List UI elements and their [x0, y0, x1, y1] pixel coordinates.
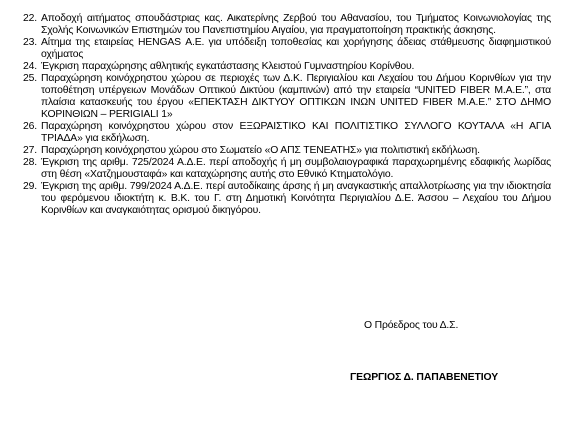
agenda-item-text: Παραχώρηση κοινόχρηστου χώρου σε περιοχές των Δ.Κ. Περιγιαλίου και Λεχαίου του Δήμου Κορινθίων για την τοποθέτηση υπέργειων Μονάδων Οπτικού Δικτύου (καμπινών) από την εταιρεία “UNITED FIBER M.A.E.”, στα πλαίσια κατασκευής του έργου «ΕΠΕΚΤΑΣΗ ΔΙΚΤΥΟΥ ΟΠΤΙΚΩΝ ΙΝΩΝ UNITED FIBER M.A.E.” ΣΤΟ ΔΗΜΟ ΚΟΡΙΝΘΙΩΝ – PERIGIALI 1»	[41, 73, 551, 120]
agenda-item-22	[23, 13, 551, 37]
agenda-item-text: Έγκριση της αριθμ. 725/2024 Α.Δ.Ε. περί αποδοχής ή μη συμβολαιογραφικά παραχωρημένης εδαφικής λωρίδας στη θέση «Χατζημουσταφά» και καταχώρησης αυτής στο Εθνικό Κτηματολόγιο.	[41, 157, 551, 180]
agenda-item-number: 27.	[23, 145, 37, 156]
agenda-item-text: Παραχώρηση κοινόχρηστου χώρου στο Σωματείο «Ο ΑΠΣ ΤΕΝΕΑΤΗΣ» για πολιτιστική εκδήλωση.	[41, 145, 480, 156]
agenda-list	[23, 13, 551, 217]
agenda-item-number: 24.	[23, 61, 37, 72]
agenda-item-number: 28.	[23, 157, 37, 168]
agenda-item-number: 29.	[23, 181, 37, 192]
agenda-item-text: Αποδοχή αιτήματος σπουδάστριας κας. Αικατερίνης Ζερβού του Αθανασίου, του Τμήματος Κοινωνιολογίας της Σχολής Κοινωνικών Επιστημών του Πανεπιστημίου Αιγαίου, για πραγματοποίηση πρακτικής άσκησης.	[41, 13, 551, 36]
agenda-item-26	[23, 121, 551, 145]
agenda-item-25	[23, 73, 551, 121]
agenda-item-27	[23, 145, 551, 157]
signatory-name: ΓΕΩΡΓΙΟΣ Δ. ΠΑΠΑΒΕΝΕΤΙΟΥ	[350, 372, 499, 383]
agenda-item-23	[23, 37, 551, 61]
agenda-item-text: Αίτημα της εταιρείας HENGAS Α.Ε. για υπόδειξη τοποθεσίας και χορήγησης άδειας στάθμευσης διαφημιστικού οχήματος	[41, 37, 551, 60]
agenda-item-24	[23, 61, 551, 73]
agenda-item-number: 26.	[23, 121, 37, 132]
agenda-item-text: Έγκριση της αριθμ. 799/2024 Α.Δ.Ε. περί αυτοδίκαιης άρσης ή μη αναγκαστικής απαλλοτρίωσης για την ιδιοκτησία του φερόμενου ιδιοκτήτη κ. Β.Κ. του Γ. στη Δημοτική Κοινότητα Περιγιαλίου Δ.Ε. Άσσου – Λεχαίου του Δήμου Κορινθίων και αναγκαιότητας ορισμού δικηγόρου.	[41, 181, 551, 216]
agenda-item-29	[23, 181, 551, 217]
agenda-item-number: 23.	[23, 37, 37, 48]
signatory-title: Ο Πρόεδρος του Δ.Σ.	[364, 320, 459, 331]
agenda-item-number: 25.	[23, 73, 37, 84]
agenda-item-28	[23, 157, 551, 181]
agenda-item-text: Έγκριση παραχώρησης αθλητικής εγκατάστασης Κλειστού Γυμναστηρίου Κορίνθου.	[41, 61, 415, 72]
agenda-item-number: 22.	[23, 13, 37, 24]
agenda-item-text: Παραχώρηση κοινόχρηστου χώρου στον ΕΞΩΡΑΙΣΤΙΚΟ ΚΑΙ ΠΟΛΙΤΙΣΤΙΚΟ ΣΥΛΛΟΓΟ ΚΟΥΤΑΛΑ «Η ΑΓΙΑ ΤΡΙΑΔΑ» για εκδήλωση.	[41, 121, 551, 144]
